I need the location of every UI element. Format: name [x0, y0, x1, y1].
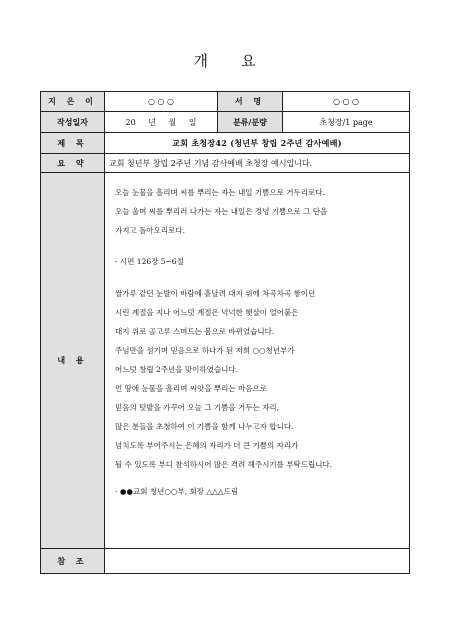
- overview-table: [40, 91, 410, 574]
- body-line: 시린 계절을 지나 어느덧 계절은 넉넉한 햇살이 얼어붙은: [115, 308, 299, 317]
- page-title-char-2: 요: [241, 52, 257, 70]
- scribe-value: ○ ○ ○: [283, 92, 410, 112]
- author-label: 지 은 이: [41, 92, 105, 112]
- subject-value: 교회 초청장42 (청년부 창립 2주년 감사예배): [105, 133, 410, 154]
- verse-line: 오늘 눈물을 흘리며 씨를 뿌리는 자는 내일 기쁨으로 거두리로다.: [115, 188, 325, 197]
- signature: - ●●교회 청년○○부, 회장 △△△드림: [115, 487, 239, 496]
- category-label: 분류/분량: [218, 112, 283, 133]
- subject-label: 제 목: [41, 133, 105, 154]
- body-line: 쌀가루 같던 눈발이 바람에 흩날려 대지 위에 차곡차곡 쌓이던: [115, 289, 316, 298]
- page-title: [0, 50, 450, 71]
- summary-value: 교회 청년부 창립 2주년 기념 감사예배 초청장 예시입니다.: [105, 154, 410, 173]
- category-value: 초청장/1 page: [283, 112, 410, 133]
- body-line: 어느덧 창립 2주년을 맞이하였습니다.: [115, 365, 238, 374]
- body-line: 대지 위로 골고루 스며드는 봄으로 바뀌었습니다.: [115, 327, 275, 336]
- reference-label: 참 조: [41, 549, 105, 574]
- date-value: 20 년 월 일: [105, 112, 218, 133]
- scribe-label: 서 명: [218, 92, 283, 112]
- body-line: 많은 분들을 초청하여 이 기쁨을 함께 나누고자 합니다.: [115, 422, 294, 431]
- verse-line: 가지고 돌아오리로다.: [115, 226, 185, 235]
- verse-reference: - 시편 126장 5~6절: [115, 257, 184, 266]
- verse-line: 오늘 울며 씨를 뿌리러 나가는 자는 내일은 정녕 기쁨으로 그 단을: [115, 207, 328, 216]
- body-line: 넘치도록 부어주시는 은혜의 자리가 더 큰 기쁨의 자리가: [115, 441, 299, 450]
- author-value: ○ ○ ○: [105, 92, 218, 112]
- page-title-char-1: 개: [193, 52, 209, 70]
- content-body: [105, 173, 410, 549]
- body-line: 될 수 있도록 부디 참석하시어 많은 격려 해주시기를 부탁드립니다.: [115, 460, 333, 469]
- reference-value: [105, 549, 410, 574]
- date-label: 작성일자: [41, 112, 105, 133]
- summary-label: 요 약: [41, 154, 105, 173]
- body-line: 언 땅에 눈물을 흘리며 씨앗을 뿌리는 마음으로: [115, 384, 267, 393]
- body-line: 믿음의 텃밭을 가꾸어 오늘 그 기쁨을 거두는 자리,: [115, 403, 279, 412]
- content-label: 내 용: [41, 173, 105, 549]
- body-line: 주님만을 섬기며 믿음으로 하나가 된 저희 ○○청년부가: [115, 346, 295, 355]
